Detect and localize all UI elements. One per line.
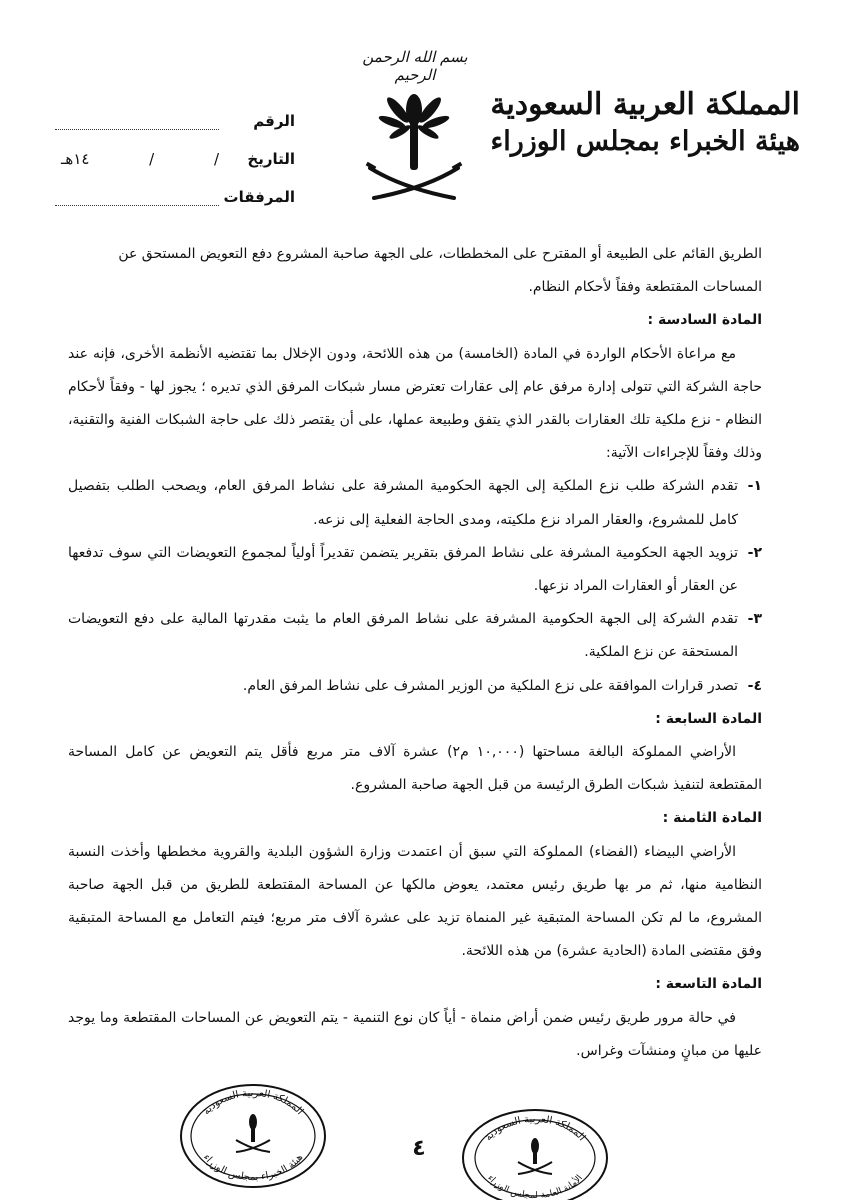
date-label: التاريخ: [247, 150, 295, 168]
article-6-title: المادة السادسة :: [647, 312, 762, 329]
reference-fields: [55, 92, 295, 206]
item-number: ٢-: [747, 544, 762, 561]
list-item: [68, 670, 762, 703]
authority-name: هيئة الخبراء بمجلس الوزراء: [490, 126, 800, 157]
attachments-label: المرفقات: [223, 188, 295, 206]
intro-paragraph: [68, 238, 762, 304]
attachments-line: [55, 191, 219, 206]
official-seal-icon: [460, 1108, 610, 1200]
date-sep: /: [213, 150, 219, 168]
item-number: ٤-: [747, 677, 762, 694]
seal-text-bottom: هيئة الخبراء بمجلس الوزراء: [200, 1152, 306, 1183]
attachments-row: [55, 168, 295, 206]
item-text: تقدم الشركة طلب نزع الملكية إلى الجهة الحكومية المشرفة على نشاط المرفق العام، ويصحب الطلب بتفصيل كامل للمشروع، والعقار المراد نزع ملكيته، ومدى الحاجة الفعلية إلى نزعه.: [68, 478, 738, 528]
seal-text-bottom: الأمانة العامة لمجلس الوزراء: [484, 1173, 586, 1200]
date-suffix: ١٤هـ: [61, 150, 90, 168]
number-label: الرقم: [253, 112, 295, 130]
item-text: تصدر قرارات الموافقة على نزع الملكية من الوزير المشرف على نشاط المرفق العام.: [242, 677, 738, 694]
letterhead-title: [490, 86, 800, 160]
article-7-title: المادة السابعة :: [655, 710, 762, 727]
article-9-text: في حالة مرور طريق رئيس ضمن أراض منماة - أياً كان نوع التنمية - يتم التعويض عن المساحات المقتطعة وما يوجد عليها من مبانٍ ومنشآت وغراس.: [68, 1009, 762, 1059]
number-line: [55, 115, 219, 130]
seal-text-top: المملكة العربية السعودية: [482, 1113, 588, 1144]
date-row: [55, 130, 295, 168]
list-item: [68, 470, 762, 536]
seal-text-top: المملكة العربية السعودية: [201, 1087, 306, 1118]
article-8-text: الأراضي البيضاء (الفضاء) المملوكة التي سبق أن اعتمدت وزارة الشؤون البلدية والقروية مخططها وأخذت النسبة النظامية منها، ثم مر بها طريق رئيس معتمد، يعوض مالكها عن المساحة المقتطعة للطريق من قبل الجهة صاحبة المشروع، ما لم تكن المساحة المتبقية غير المنماة تزيد على عشرة آلاف متر مربع؛ فيتم التعامل مع المساحة المتبقية وفق مقتضى المادة (الحادية عشرة) من هذه اللائحة.: [68, 843, 762, 960]
list-item: [68, 537, 762, 603]
saudi-emblem-icon: [362, 88, 466, 206]
page-number: ٤: [412, 1136, 426, 1161]
intro-line: الطريق القائم على الطبيعة أو المقترح على المخططات، على الجهة صاحبة المشروع دفع التعويض المستحق عن: [118, 246, 762, 262]
basmala: بسم الله الرحمن الرحيم: [362, 48, 468, 84]
official-seal-icon: [178, 1082, 328, 1190]
item-text: تقدم الشركة إلى الجهة الحكومية المشرفة على نشاط المرفق العام ما يثبت مقدرتها المالية على دفع التعويضات المستحقة عن نزع الملكية.: [68, 611, 738, 661]
document-body: [68, 238, 762, 1068]
article-7-text: الأراضي المملوكة البالغة مساحتها (١٠,٠٠٠ م٢) عشرة آلاف متر مربع فأقل يتم التعويض عن كامل المساحة المقتطعة لتنفيذ شبكات الطرق الرئيسة من قبل الجهة صاحبة المشروع.: [68, 744, 762, 794]
country-name: المملكة العربية السعودية: [490, 87, 800, 122]
intro-line: المساحات المقتطعة وفقاً لأحكام النظام.: [528, 279, 762, 296]
article-8-title: المادة الثامنة :: [662, 810, 762, 827]
article-6-text: مع مراعاة الأحكام الواردة في المادة (الخامسة) من هذه اللائحة، ودون الإخلال بما تقتضيه الأنظمة الأخرى، فإنه عند حاجة الشركة التي تتولى إدارة مرفق عام إلى عقارات تعترض مسار شبكات المرفق الذي تديره ؛ يجوز لها - وفقاً لأحكام النظام - نزع ملكية تلك العقارات بالقدر الذي يتفق وطبيعة عملها، على أن يقتصر ذلك على حاجة الشبكات الفنية والتقنية، وذلك وفقاً للإجراءات الآتية:: [68, 345, 762, 462]
date-value: [55, 150, 225, 168]
item-number: ٣-: [747, 611, 762, 628]
list-item: [68, 603, 762, 669]
article-9-title: المادة التاسعة :: [655, 976, 762, 993]
item-number: ١-: [747, 478, 762, 495]
item-text: تزويد الجهة الحكومية المشرفة على نشاط المرفق بتقرير يتضمن تقديراً أولياً لمجموع التعويضات التي سوف تدفعها عن العقار أو العقارات المراد نزعها.: [68, 544, 738, 595]
date-sep: /: [149, 150, 155, 168]
number-row: [55, 92, 295, 130]
